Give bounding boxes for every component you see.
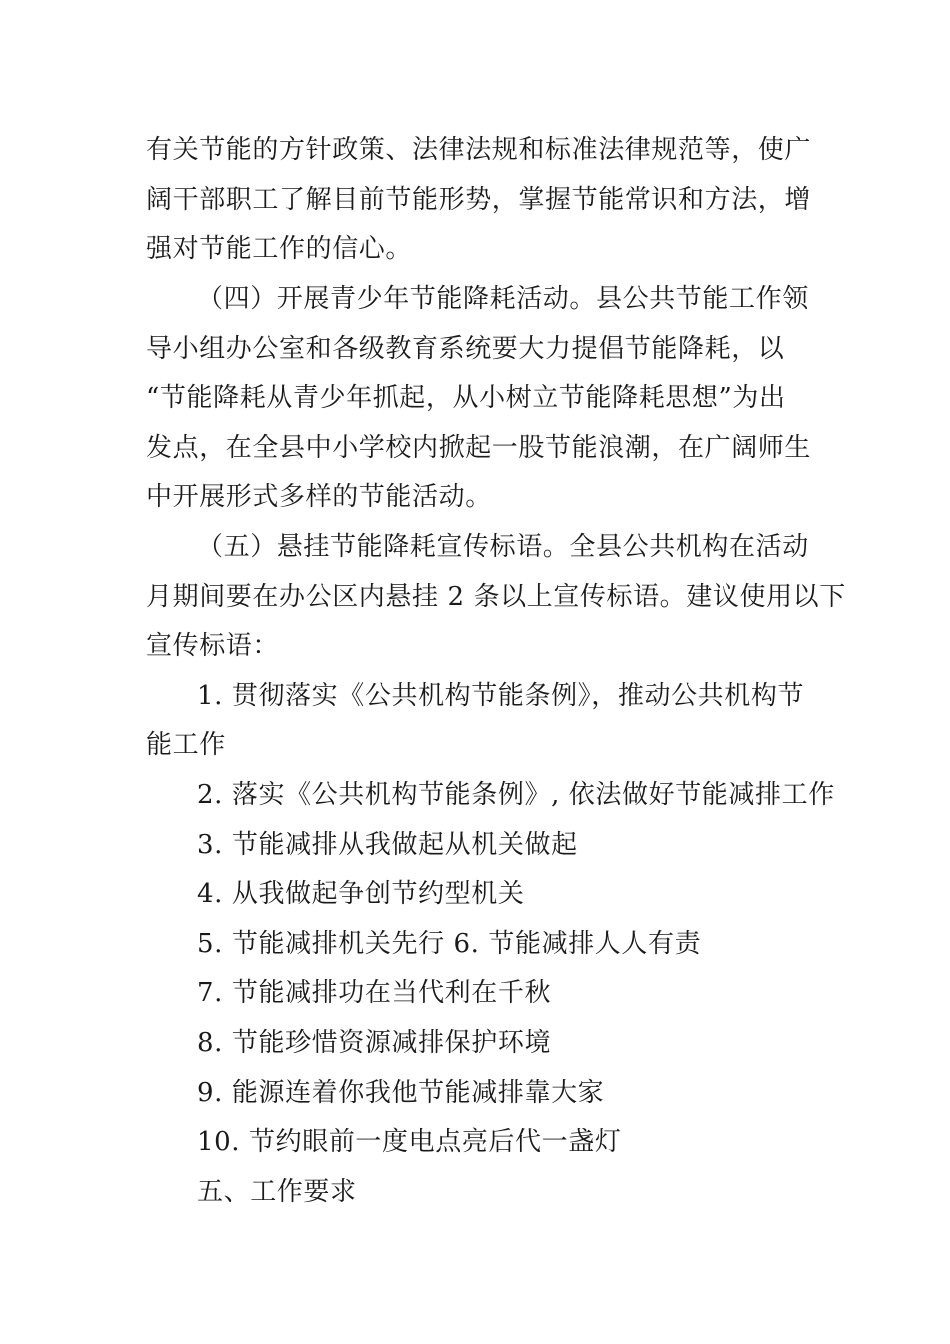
slogan-item: 2. 落实《公共机构节能条例》, 依法做好节能减排工作	[197, 780, 835, 810]
paragraph-line: 导小组办公室和各级教育系统要大力提倡节能降耗，以	[146, 334, 785, 364]
paragraph-line: 月期间要在办公区内悬挂 2 条以上宣传标语。建议使用以下	[146, 582, 846, 612]
slogan-item: 5. 节能减排机关先行 6. 节能减排人人有责	[197, 929, 702, 959]
section-heading-line: （五）悬挂节能降耗宣传标语。全县公共机构在活动	[197, 532, 809, 562]
section-heading-line: （四）开展青少年节能降耗活动。县公共节能工作领	[197, 284, 809, 314]
slogan-item: 8. 节能珍惜资源减排保护环境	[197, 1028, 552, 1058]
slogan-item: 9. 能源连着你我他节能减排靠大家	[197, 1078, 605, 1108]
slogan-item: 10. 节约眼前一度电点亮后代一盏灯	[197, 1127, 622, 1157]
paragraph-line: 阔干部职工了解目前节能形势，掌握节能常识和方法，增	[146, 185, 812, 215]
paragraph-line: 有关节能的方针政策、法律法规和标准法律规范等，使广	[146, 135, 812, 165]
paragraph-line: 中开展形式多样的节能活动。	[146, 482, 492, 512]
section-title: 五、工作要求	[197, 1177, 357, 1207]
paragraph-line: “节能降耗从青少年抓起，从小树立节能降耗思想”为出	[146, 383, 786, 413]
paragraph-line: 宣传标语：	[146, 631, 280, 661]
slogan-item: 7. 节能减排功在当代利在千秋	[197, 978, 552, 1008]
slogan-item: 3. 节能减排从我做起从机关做起	[197, 830, 578, 860]
paragraph-line: 强对节能工作的信心。	[146, 234, 413, 264]
slogan-item: 4. 从我做起争创节约型机关	[197, 879, 525, 909]
slogan-item-continuation: 能工作	[146, 730, 226, 760]
paragraph-line: 发点，在全县中小学校内掀起一股节能浪潮，在广阔师生	[146, 433, 812, 463]
slogan-item: 1. 贯彻落实《公共机构节能条例》，推动公共机构节	[197, 681, 805, 711]
